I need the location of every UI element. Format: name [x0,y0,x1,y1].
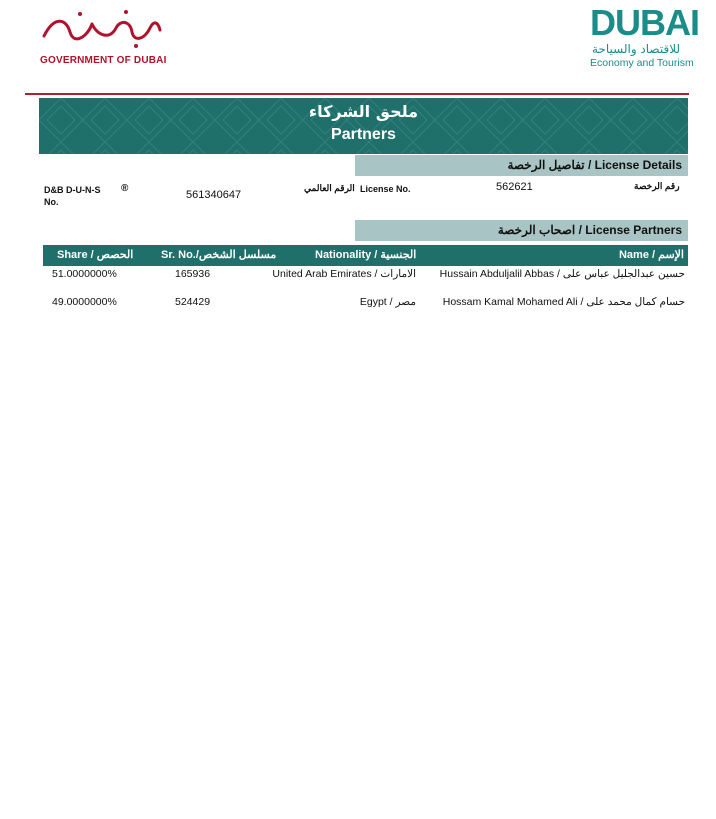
row-2-nationality: Egypt / مصر [359,296,416,308]
column-nationality: Nationality / الجنسية [315,249,417,261]
row-2-name: Hossam Kamal Mohamed Ali / حسام كمال محمد على [442,296,685,308]
row-1-share: 51.0000000% [52,268,117,280]
government-of-dubai-logo [40,6,162,54]
license-no-label-ar: رقم الرخصة [634,181,680,191]
license-partners-header [355,220,688,241]
header-divider [25,93,689,95]
row-1-name: Hussain Abduljalil Abbas / حسين عبدالجليل عباس على [439,268,685,280]
partners-banner [39,98,688,154]
row-2-sr-no: 524429 [175,296,211,308]
banner-title-en: Partners [331,126,396,143]
license-no-value: 562621 [496,181,533,193]
duns-value: 561340647 [186,189,242,201]
column-sr-no: Sr. No./مسلسل الشخص [161,249,277,261]
row-1-nationality: United Arab Emirates / الامارات [272,268,416,280]
license-details-title: تفاصيل الرخصة / License Details [507,158,682,172]
partners-table-header [43,245,688,266]
column-name: Name / الإسم [618,249,684,261]
license-no-label: License No. [360,184,411,194]
row-2-share: 49.0000000% [52,296,117,308]
dubai-subtitle-ar: للاقتصاد والسياحة [592,42,681,56]
column-share: Share / الحصص [57,249,134,261]
banner-title-ar: ملحق الشركاء [308,102,419,121]
dubai-logo: DUBAI [590,2,699,43]
government-of-dubai-label: GOVERNMENT OF DUBAI [40,55,167,66]
duns-label: D&B D-U-N-S No. [44,185,101,207]
dubai-subtitle-en: Economy and Tourism [590,57,694,69]
row-1-sr-no: 165936 [175,268,211,280]
duns-registered-symbol: ® [121,183,129,194]
license-details-header [355,155,688,176]
global-number-label-ar: الرقم العالمي [304,183,355,193]
license-partners-title: اصحاب الرخصة / License Partners [497,223,682,237]
